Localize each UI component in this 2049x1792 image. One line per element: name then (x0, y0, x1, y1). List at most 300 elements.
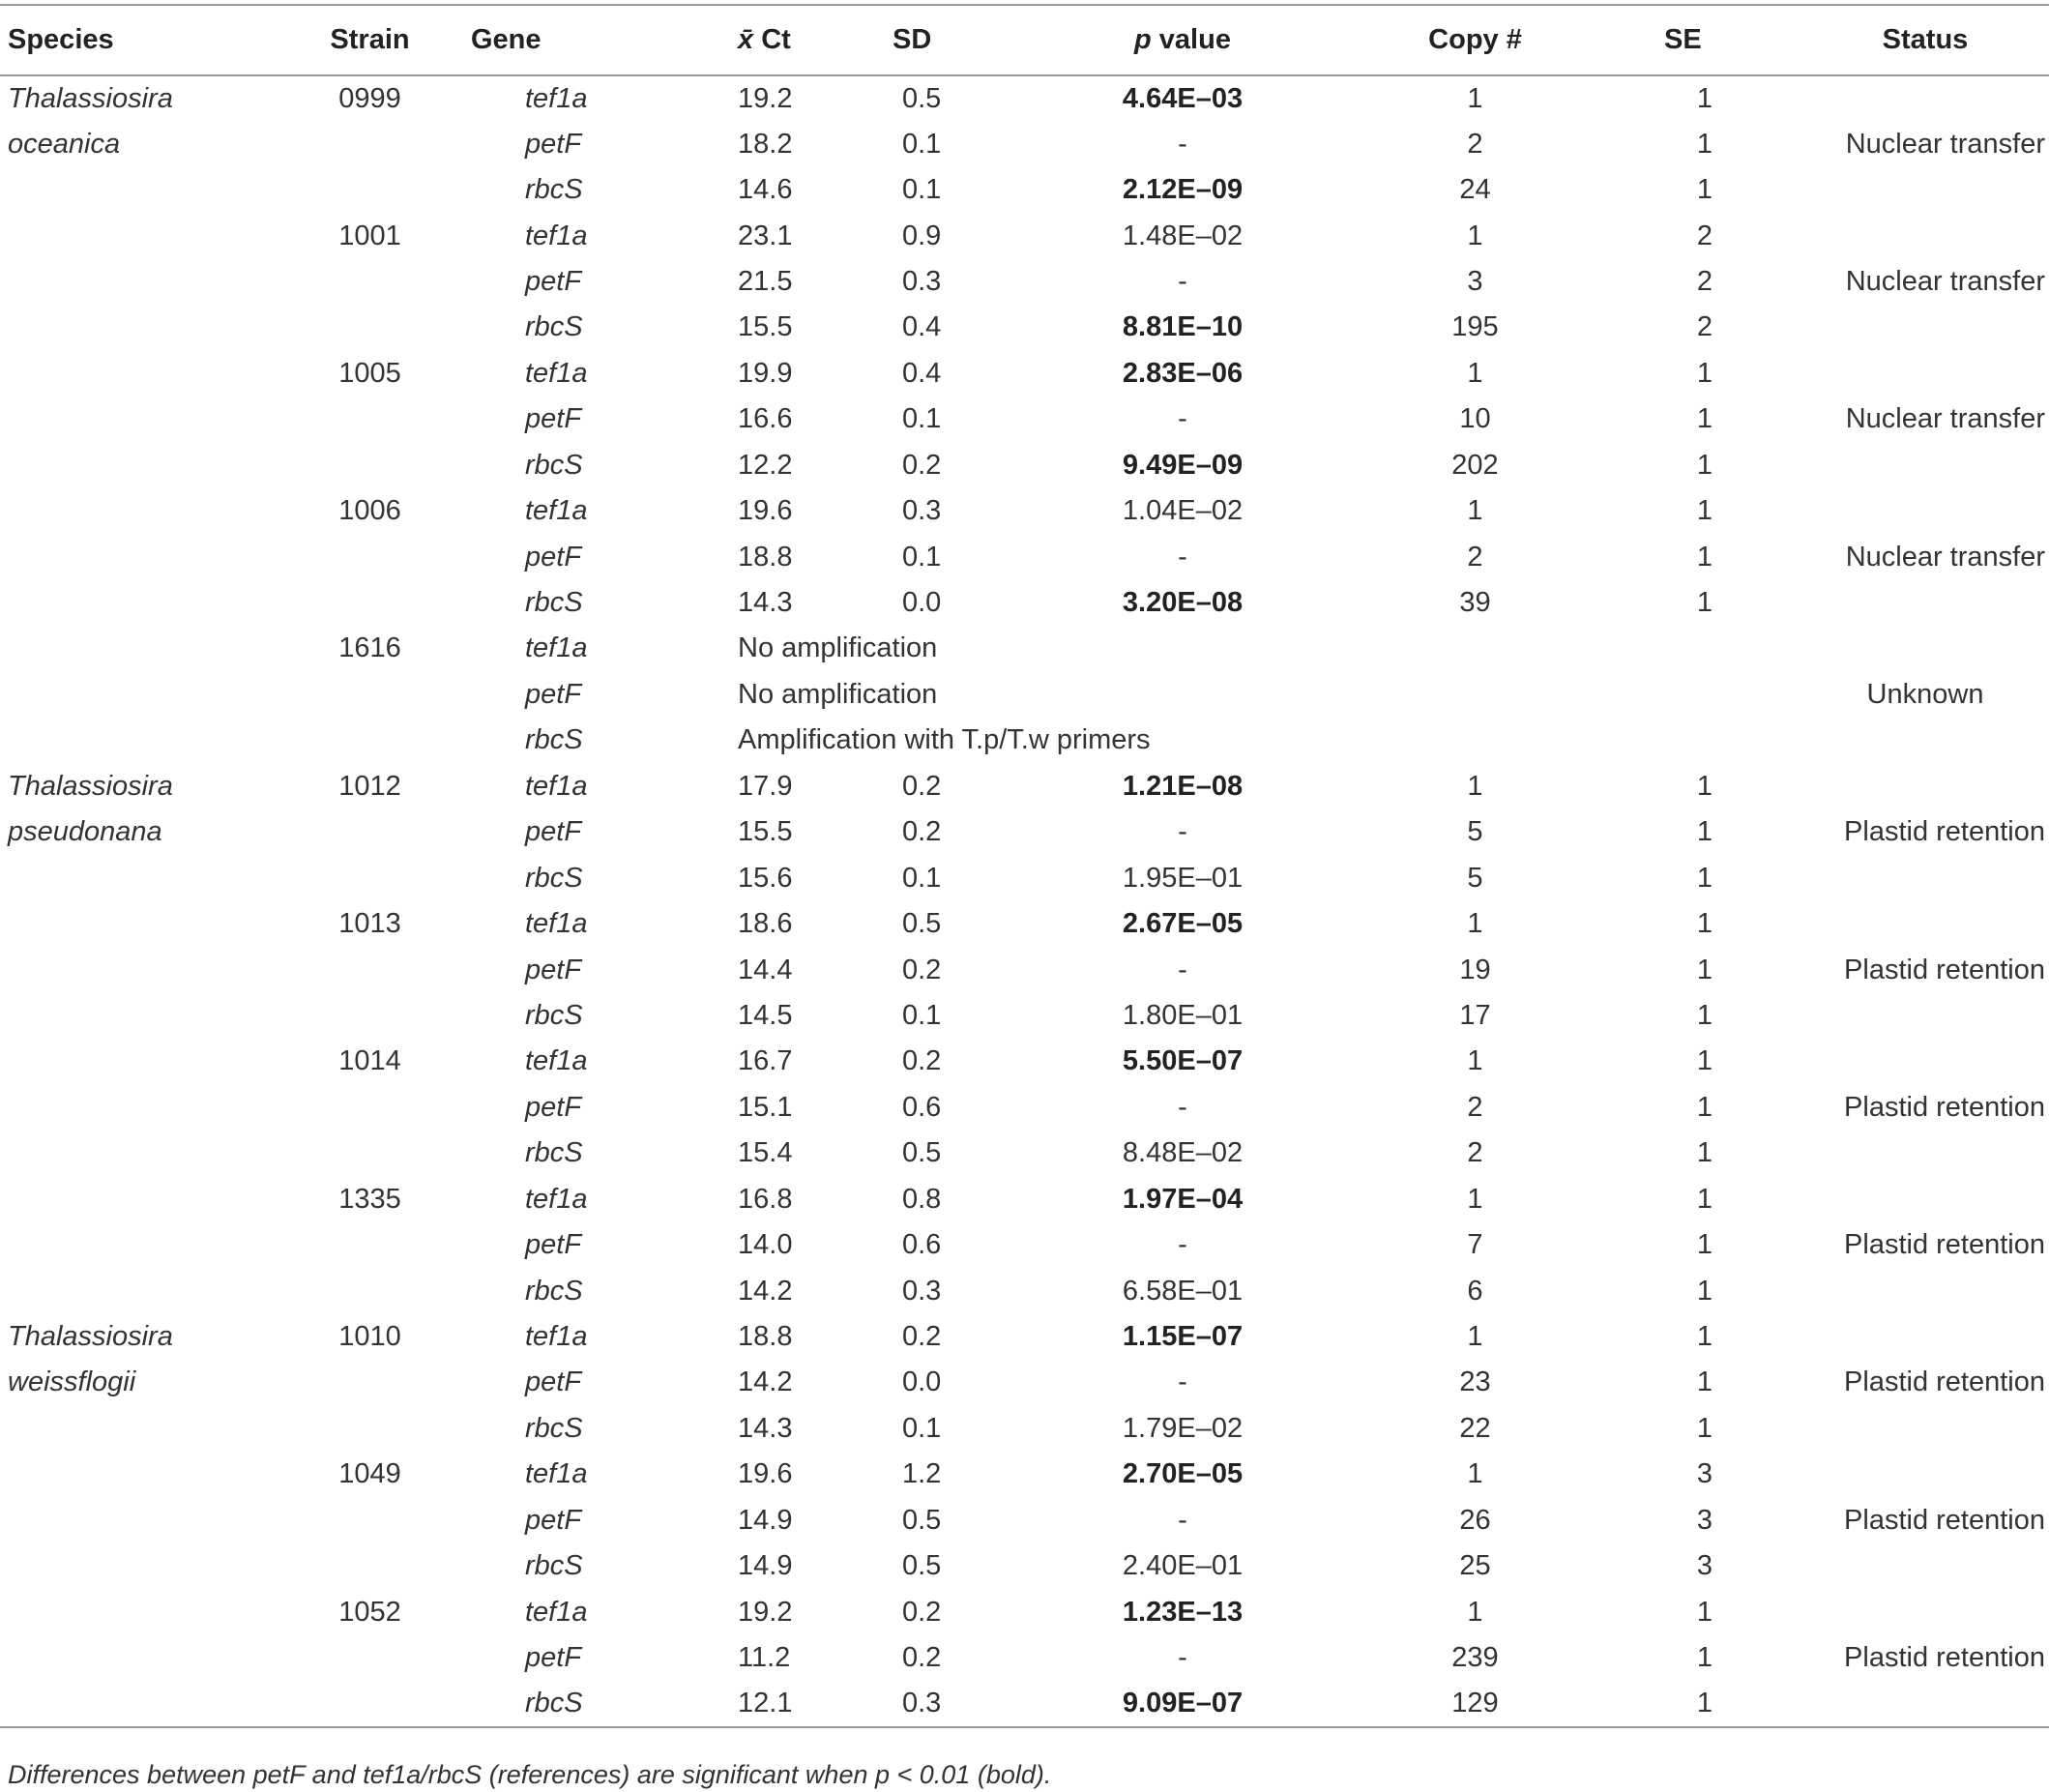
p-value-cell: 1.79E–02 (1122, 1412, 1244, 1444)
species-cell: Thalassiosira (8, 82, 173, 114)
se-cell: 1 (1696, 999, 1713, 1031)
sd-cell: 0.3 (902, 1688, 942, 1719)
strain-cell: 0999 (338, 82, 401, 114)
sd-cell: 0.6 (902, 1229, 942, 1261)
sd-cell: 0.2 (902, 1321, 942, 1353)
p-value-cell: 6.58E–01 (1122, 1275, 1244, 1307)
species-cell: Thalassiosira (8, 1321, 173, 1353)
status-cell (1801, 764, 2049, 809)
gene-cell: tef1a (525, 82, 588, 114)
gene-cell: petF (525, 1504, 582, 1536)
se-cell: 3 (1696, 1504, 1713, 1536)
table-row (0, 1085, 2049, 1131)
strain-cell (280, 1406, 459, 1452)
p-value-cell: 2.83E–06 (1122, 357, 1244, 389)
p-value-cell: 1.04E–02 (1122, 495, 1244, 527)
copy-cell: 2 (1467, 1137, 1483, 1169)
gene-cell: rbcS (525, 999, 583, 1031)
strain-cell: 1005 (338, 357, 401, 389)
p-value-cell: 1.23E–13 (1122, 1596, 1244, 1628)
sd-cell: 0.5 (902, 908, 942, 940)
ct-cell: 17.9 (738, 770, 793, 802)
ct-cell: 18.8 (738, 1321, 793, 1353)
copy-cell: 25 (1459, 1550, 1491, 1582)
sd-cell: 0.1 (902, 999, 942, 1031)
gene-cell: tef1a (525, 1321, 588, 1353)
gene-cell: rbcS (525, 449, 583, 481)
table-row (0, 580, 2049, 626)
strain-cell (280, 1222, 459, 1268)
species-cell (0, 1222, 280, 1268)
sd-cell: 0.5 (902, 82, 942, 114)
header-ct-symbol: x̄ (738, 24, 754, 55)
table-row (0, 351, 2049, 397)
table-row (0, 1635, 2049, 1681)
table-row (0, 1222, 2049, 1268)
strain-cell: 1001 (338, 220, 401, 251)
sd-cell: 0.3 (902, 1275, 942, 1307)
sd-cell: 0.1 (902, 403, 942, 435)
copy-cell: 17 (1459, 999, 1491, 1031)
se-cell: 1 (1696, 862, 1713, 894)
strain-cell: 1049 (338, 1458, 401, 1490)
ct-cell: 16.7 (738, 1045, 793, 1077)
p-value-cell: - (1178, 1642, 1187, 1674)
copy-cell: 39 (1459, 587, 1491, 619)
table-row (0, 1681, 2049, 1726)
table-row (0, 947, 2049, 992)
sd-cell: 0.1 (902, 174, 942, 206)
ct-cell: 14.5 (738, 999, 793, 1031)
ct-cell: 15.4 (738, 1137, 793, 1169)
status-cell (1801, 626, 2049, 671)
status-cell: Plastid retention (1844, 1091, 2045, 1123)
status-cell (1801, 488, 2049, 534)
se-cell: 1 (1696, 1275, 1713, 1307)
sd-cell: 0.2 (902, 1596, 942, 1628)
species-cell (0, 1498, 280, 1543)
copy-cell: 195 (1451, 311, 1499, 343)
species-cell (0, 1543, 280, 1589)
species-cell (0, 1635, 280, 1681)
ct-cell: 18.6 (738, 908, 793, 940)
se-cell: 1 (1696, 1321, 1713, 1353)
ct-cell: 11.2 (738, 1642, 791, 1674)
ct-cell: 14.9 (738, 1504, 793, 1536)
p-value-cell: - (1178, 265, 1187, 297)
se-cell: 1 (1696, 1642, 1713, 1674)
gene-cell: rbcS (525, 724, 583, 756)
p-value-cell: 1.95E–01 (1122, 862, 1244, 894)
sd-cell: 0.8 (902, 1183, 942, 1215)
status-cell (1801, 1268, 2049, 1313)
species-cell (0, 947, 280, 992)
sd-cell: 0.2 (902, 1045, 942, 1077)
p-value-cell: 2.67E–05 (1122, 908, 1244, 940)
copy-cell: 7 (1467, 1229, 1483, 1261)
status-cell (1801, 718, 2049, 763)
p-value-cell: 2.70E–05 (1122, 1458, 1244, 1490)
gene-cell: petF (525, 954, 582, 985)
strain-cell (280, 397, 459, 442)
p-value-cell: 1.80E–01 (1122, 999, 1244, 1031)
gene-cell: petF (525, 1229, 582, 1261)
status-cell (1801, 580, 2049, 626)
strain-cell (280, 718, 459, 763)
strain-cell (280, 855, 459, 900)
header-ct (720, 5, 893, 75)
header-row (0, 5, 2049, 75)
status-cell: Plastid retention (1844, 954, 2045, 985)
copy-cell: 1 (1467, 908, 1483, 940)
copy-cell: 202 (1451, 449, 1499, 481)
status-cell: Nuclear transfer (1845, 403, 2045, 435)
copy-cell: 2 (1467, 1091, 1483, 1123)
gene-cell: petF (525, 128, 582, 160)
species-cell (0, 213, 280, 258)
species-cell (0, 993, 280, 1039)
copy-cell: 2 (1467, 128, 1483, 160)
se-cell: 1 (1696, 357, 1713, 389)
copy-cell: 22 (1459, 1412, 1491, 1444)
ct-cell: 12.2 (738, 449, 793, 481)
ct-cell: 15.5 (738, 816, 793, 848)
table-row (0, 1314, 2049, 1360)
p-value-cell: 8.48E–02 (1122, 1137, 1244, 1169)
species-cell (0, 1681, 280, 1726)
se-cell: 2 (1696, 265, 1713, 297)
strain-cell (280, 580, 459, 626)
copy-cell: 5 (1467, 862, 1483, 894)
status-cell (1801, 167, 2049, 213)
header-gene: Gene (471, 24, 542, 55)
copy-cell: 1 (1467, 770, 1483, 802)
se-cell: 1 (1696, 1183, 1713, 1215)
table-row (0, 534, 2049, 579)
table-row (0, 901, 2049, 947)
ct-cell: 14.4 (738, 954, 793, 985)
table-row (0, 443, 2049, 488)
ct-cell: 19.9 (738, 357, 793, 389)
gene-cell: tef1a (525, 357, 588, 389)
status-cell (1801, 443, 2049, 488)
table-row (0, 397, 2049, 442)
species-cell: weissflogii (8, 1366, 136, 1398)
strain-cell (280, 443, 459, 488)
copy-cell: 1 (1467, 1183, 1483, 1215)
table-row (0, 1039, 2049, 1084)
gene-cell: petF (525, 265, 582, 297)
table-row (0, 1406, 2049, 1452)
se-cell: 1 (1696, 1137, 1713, 1169)
sd-cell: 0.1 (902, 1412, 942, 1444)
species-cell (0, 259, 280, 305)
se-cell: 1 (1696, 816, 1713, 848)
table-row (0, 626, 2049, 671)
strain-cell (280, 672, 459, 718)
table-row (0, 488, 2049, 534)
ct-cell: 23.1 (738, 220, 793, 251)
p-value-cell: - (1178, 541, 1187, 573)
status-cell (1801, 1039, 2049, 1084)
header-p-italic: p (1134, 24, 1152, 55)
species-cell: pseudonana (8, 816, 162, 848)
status-cell: Plastid retention (1844, 816, 2045, 848)
table-row (0, 1543, 2049, 1589)
strain-cell (280, 167, 459, 213)
gene-cell: rbcS (525, 587, 583, 619)
sd-cell: 1.2 (902, 1458, 942, 1490)
gene-cell: petF (525, 816, 582, 848)
strain-cell (280, 1498, 459, 1543)
ct-cell: 14.9 (738, 1550, 793, 1582)
strain-cell (280, 993, 459, 1039)
p-value-cell: 9.49E–09 (1122, 449, 1244, 481)
note-cell: Amplification with T.p/T.w primers (738, 724, 1151, 756)
status-cell (1801, 1177, 2049, 1222)
se-cell: 1 (1696, 495, 1713, 527)
note-cell: No amplification (738, 678, 938, 710)
gene-cell: rbcS (525, 1688, 583, 1719)
p-value-cell: 1.97E–04 (1122, 1183, 1244, 1215)
gene-cell: rbcS (525, 1550, 583, 1582)
copy-cell: 1 (1467, 220, 1483, 251)
gene-cell: tef1a (525, 770, 588, 802)
status-cell (1801, 1406, 2049, 1452)
table-row (0, 1268, 2049, 1313)
sd-cell: 0.1 (902, 541, 942, 573)
ct-cell: 19.2 (738, 1596, 793, 1628)
copy-cell: 5 (1467, 816, 1483, 848)
status-cell: Plastid retention (1844, 1229, 2045, 1261)
strain-cell: 1010 (338, 1321, 401, 1353)
ct-cell: 14.2 (738, 1275, 793, 1307)
gene-cell: tef1a (525, 632, 588, 664)
header-sd: SD (893, 24, 932, 55)
ct-cell: 14.0 (738, 1229, 793, 1261)
header-copy: Copy # (1428, 24, 1522, 55)
gene-cell: petF (525, 403, 582, 435)
se-cell: 1 (1696, 541, 1713, 573)
header-ct-label: Ct (761, 24, 791, 55)
table-row (0, 672, 2049, 718)
copy-cell: 239 (1451, 1642, 1499, 1674)
species-cell (0, 1039, 280, 1084)
ct-cell: 19.6 (738, 1458, 793, 1490)
gene-cell: tef1a (525, 495, 588, 527)
gene-cell: rbcS (525, 311, 583, 343)
status-cell (1801, 993, 2049, 1039)
gene-cell: rbcS (525, 1137, 583, 1169)
sd-cell: 0.3 (902, 495, 942, 527)
header-p-value (1023, 5, 1342, 75)
table-row (0, 764, 2049, 809)
p-value-cell: 4.64E–03 (1122, 82, 1244, 114)
status-cell (1801, 1681, 2049, 1726)
table-body (0, 75, 2049, 1727)
gene-cell: petF (525, 1091, 582, 1123)
status-cell: Nuclear transfer (1845, 265, 2045, 297)
ct-cell: 14.6 (738, 174, 793, 206)
strain-cell: 1052 (338, 1596, 401, 1628)
sd-cell: 0.6 (902, 1091, 942, 1123)
status-cell: Unknown (1866, 678, 1984, 710)
se-cell: 1 (1696, 770, 1713, 802)
species-cell (0, 1406, 280, 1452)
p-value-cell: 2.12E–09 (1122, 174, 1244, 206)
strain-cell (280, 1635, 459, 1681)
species-cell (0, 1177, 280, 1222)
species-cell (0, 351, 280, 397)
p-value-cell: 2.40E–01 (1122, 1550, 1244, 1582)
se-cell: 1 (1696, 1091, 1713, 1123)
copy-cell: 1 (1467, 1596, 1483, 1628)
p-value-cell: - (1178, 128, 1187, 160)
species-cell (0, 901, 280, 947)
se-cell: 1 (1696, 1366, 1713, 1398)
table-row (0, 305, 2049, 350)
se-cell: 1 (1696, 1596, 1713, 1628)
copy-cell: 1 (1467, 1321, 1483, 1353)
status-cell (1801, 1314, 2049, 1360)
sd-cell: 0.2 (902, 816, 942, 848)
gene-cell: tef1a (525, 1045, 588, 1077)
strain-cell (280, 809, 459, 855)
species-cell (0, 1589, 280, 1634)
species-cell (0, 305, 280, 350)
copy-cell: 1 (1467, 82, 1483, 114)
gene-cell: rbcS (525, 1412, 583, 1444)
sd-cell: 0.0 (902, 587, 942, 619)
sd-cell: 0.4 (902, 311, 942, 343)
strain-cell (280, 305, 459, 350)
p-value-cell: - (1178, 1091, 1187, 1123)
ct-cell: 12.1 (738, 1688, 793, 1719)
sd-cell: 0.5 (902, 1550, 942, 1582)
copy-cell: 2 (1467, 541, 1483, 573)
ct-cell: 19.6 (738, 495, 793, 527)
ct-cell: 14.2 (738, 1366, 793, 1398)
table-row (0, 1589, 2049, 1634)
table-row (0, 75, 2049, 121)
se-cell: 3 (1696, 1550, 1713, 1582)
p-value-cell: - (1178, 1229, 1187, 1261)
copy-cell: 129 (1451, 1688, 1499, 1719)
status-cell: Plastid retention (1844, 1642, 2045, 1674)
header-p-label: value (1158, 24, 1231, 55)
header-status: Status (1882, 24, 1969, 55)
p-value-cell: 9.09E–07 (1122, 1688, 1244, 1719)
status-cell (1801, 213, 2049, 258)
se-cell: 3 (1696, 1458, 1713, 1490)
species-cell (0, 1131, 280, 1176)
gene-cell: tef1a (525, 1458, 588, 1490)
sd-cell: 0.1 (902, 128, 942, 160)
gene-cell: petF (525, 1642, 582, 1674)
sd-cell: 0.4 (902, 357, 942, 389)
se-cell: 1 (1696, 403, 1713, 435)
se-cell: 1 (1696, 908, 1713, 940)
status-cell: Nuclear transfer (1845, 128, 2045, 160)
ct-cell: 19.2 (738, 82, 793, 114)
se-cell: 1 (1696, 954, 1713, 985)
table-header (0, 5, 2049, 75)
species-cell: oceanica (8, 128, 121, 160)
p-value-cell: 1.15E–07 (1122, 1321, 1244, 1353)
status-cell: Plastid retention (1844, 1504, 2045, 1536)
sd-cell: 0.3 (902, 265, 942, 297)
status-cell (1801, 901, 2049, 947)
species-cell (0, 580, 280, 626)
ct-cell: 16.6 (738, 403, 793, 435)
se-cell: 1 (1696, 1229, 1713, 1261)
strain-cell: 1616 (338, 632, 401, 664)
species-cell (0, 167, 280, 213)
sd-cell: 0.5 (902, 1504, 942, 1536)
table-row (0, 121, 2049, 166)
sd-cell: 0.2 (902, 449, 942, 481)
copy-cell: 26 (1459, 1504, 1491, 1536)
status-cell (1801, 305, 2049, 350)
sd-cell: 0.1 (902, 862, 942, 894)
se-cell: 2 (1696, 220, 1713, 251)
table-row (0, 1177, 2049, 1222)
table-row (0, 809, 2049, 855)
sd-cell: 0.9 (902, 220, 942, 251)
p-value-cell: - (1178, 816, 1187, 848)
gene-cell: tef1a (525, 220, 588, 251)
data-table (0, 4, 2049, 1728)
copy-cell: 3 (1467, 265, 1483, 297)
header-strain: Strain (330, 24, 410, 55)
sd-cell: 0.2 (902, 954, 942, 985)
p-value-cell: - (1178, 1504, 1187, 1536)
gene-cell: rbcS (525, 174, 583, 206)
p-value-cell: - (1178, 403, 1187, 435)
species-cell (0, 443, 280, 488)
ct-cell: 14.3 (738, 587, 793, 619)
se-cell: 1 (1696, 587, 1713, 619)
se-cell: 2 (1696, 311, 1713, 343)
strain-cell (280, 259, 459, 305)
strain-cell (280, 1268, 459, 1313)
note-cell: No amplification (738, 632, 938, 664)
table-row (0, 718, 2049, 763)
p-value-cell: - (1178, 1366, 1187, 1398)
p-value-cell: 8.81E–10 (1122, 311, 1244, 343)
ct-cell: 21.5 (738, 265, 793, 297)
table-footnote: Differences between petF and tef1a/rbcS (references) are significant when p < 0.01 (bold). (8, 1760, 1052, 1789)
gene-cell: rbcS (525, 862, 583, 894)
se-cell: 1 (1696, 1045, 1713, 1077)
copy-cell: 19 (1459, 954, 1491, 985)
ct-cell: 15.6 (738, 862, 793, 894)
table-row (0, 855, 2049, 900)
strain-cell (280, 1681, 459, 1726)
table-row (0, 1498, 2049, 1543)
se-cell: 1 (1696, 174, 1713, 206)
p-value-cell: 1.48E–02 (1122, 220, 1244, 251)
table-row (0, 993, 2049, 1039)
strain-cell: 1335 (338, 1183, 401, 1215)
status-cell (1801, 855, 2049, 900)
ct-cell: 16.8 (738, 1183, 793, 1215)
p-value-cell: 1.21E–08 (1122, 770, 1244, 802)
gene-cell: petF (525, 541, 582, 573)
strain-cell (280, 1131, 459, 1176)
species-cell (0, 718, 280, 763)
sd-cell: 0.5 (902, 1137, 942, 1169)
